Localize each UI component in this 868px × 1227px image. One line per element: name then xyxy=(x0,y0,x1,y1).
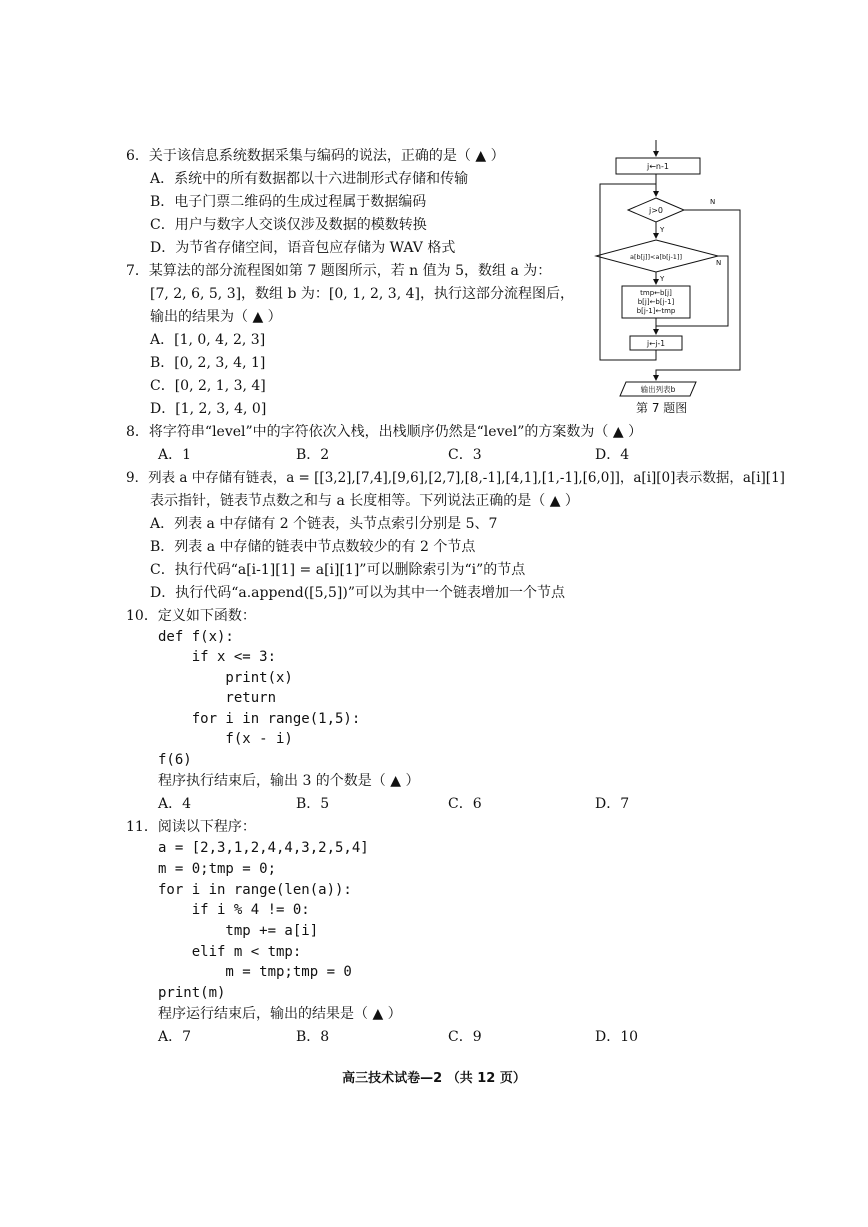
page-footer: 高三技术试卷—2 （共 12 页） xyxy=(342,1071,526,1086)
q7-flowchart xyxy=(592,138,752,428)
q7-option-d: D．[1, 2, 3, 4, 0] xyxy=(150,401,267,417)
q11-stem: 11．阅读以下程序： xyxy=(126,819,256,835)
q10-code-line-5: for i in range(1,5): xyxy=(158,711,361,727)
q9-option-d: D．执行代码“a.append([5,5])”可以为其中一个链表增加一个节点 xyxy=(150,585,565,601)
output-label: 输出列表b xyxy=(640,385,676,394)
q7-stem-line-3: 输出的结果为（ ▲ ） xyxy=(150,309,282,325)
q11-code-line-5: tmp += a[i] xyxy=(158,923,319,939)
q11-code-line-8: print(m) xyxy=(158,985,226,1001)
q11-option-a: A．7 xyxy=(158,1029,192,1045)
q10-code-line-2: if x <= 3: xyxy=(158,649,277,665)
cond2-no: N xyxy=(716,259,722,267)
q7-stem-line-1: 7．某算法的部分流程图如第 7 题图所示，若 n 值为 5，数组 a 为： xyxy=(126,263,552,279)
q11-code-line-4: if i % 4 != 0: xyxy=(158,902,310,918)
q10-option-d: D．7 xyxy=(595,796,630,812)
cond2-yes: Y xyxy=(660,275,665,283)
q9-option-b: B．列表 a 中存储的链表中节点数较少的有 2 个节点 xyxy=(150,539,476,555)
q9-stem-line-2: 表示指针，链表节点数之和与 a 长度相等。下列说法正确的是（ ▲ ） xyxy=(150,493,579,509)
q8-option-b: B．2 xyxy=(296,447,330,463)
q11-code-line-3: for i in range(len(a)): xyxy=(158,882,352,898)
q7-figure-caption: 第 7 题图 xyxy=(636,401,688,415)
q11-option-d: D．10 xyxy=(595,1029,639,1045)
q10-code-line-6: f(x - i) xyxy=(158,731,293,747)
cond1-no: N xyxy=(710,198,716,206)
q6-option-a: A．系统中的所有数据都以十六进制形式存储和传输 xyxy=(150,171,469,187)
cond2-label: a[b[j]]<a[b[j-1]] xyxy=(629,253,683,261)
q9-stem-line-1: 9．列表 a 中存储有链表，a = [[3,2],[7,4],[9,6],[2,7],[8,-1],[4,1],[1,-1],[6,0]]，a[i][0]表示数据，a[i][1] xyxy=(126,470,785,486)
q7-option-a: A．[1, 0, 4, 2, 3] xyxy=(150,332,266,348)
dec-label: j←j-1 xyxy=(647,339,665,348)
q11-code-line-1: a = [2,3,1,2,4,4,3,2,5,4] xyxy=(158,840,369,856)
q11-question: 程序运行结束后，输出的结果是（ ▲ ） xyxy=(158,1006,402,1022)
swap-line-1: tmp←b[j] xyxy=(640,289,672,297)
q7-option-b: B．[0, 2, 3, 4, 1] xyxy=(150,355,266,371)
q9-option-a: A．列表 a 中存储有 2 个链表，头节点索引分别是 5、7 xyxy=(150,516,498,532)
q8-option-c: C．3 xyxy=(448,447,482,463)
q11-code-line-7: m = tmp;tmp = 0 xyxy=(158,964,352,980)
q10-option-b: B．5 xyxy=(296,796,330,812)
q6-stem: 6．关于该信息系统数据采集与编码的说法，正确的是（ ▲ ） xyxy=(126,148,505,164)
q10-option-c: C．6 xyxy=(448,796,482,812)
q6-option-c: C．用户与数字人交谈仅涉及数据的模数转换 xyxy=(150,217,427,233)
swap-line-2: b[j]←b[j-1] xyxy=(637,298,675,306)
q6-option-b: B．电子门票二维码的生成过程属于数据编码 xyxy=(150,194,427,210)
q8-stem: 8．将字符串“level”中的字符依次入栈，出栈顺序仍然是“level”的方案数为（ ▲ ） xyxy=(126,424,643,440)
q11-option-c: C．9 xyxy=(448,1029,482,1045)
q6-option-d: D．为节省存储空间，语音包应存储为 WAV 格式 xyxy=(150,240,456,256)
cond1-yes: Y xyxy=(660,226,665,234)
q10-code-line-7: f(6) xyxy=(158,752,192,768)
cond1-label: j>0 xyxy=(648,206,664,215)
q8-option-a: A．1 xyxy=(158,447,192,463)
q7-stem-line-2: [7, 2, 6, 5, 3]，数组 b 为：[0, 1, 2, 3, 4]，执行这部分流程图后， xyxy=(150,286,574,302)
q11-option-b: B．8 xyxy=(296,1029,330,1045)
q11-code-line-2: m = 0;tmp = 0; xyxy=(158,861,277,877)
q10-code-line-4: return xyxy=(158,690,277,706)
q9-option-c: C．执行代码“a[i-1][1] = a[i][1]”可以删除索引为“i”的节点 xyxy=(150,562,526,578)
q10-code-line-3: print(x) xyxy=(158,670,293,686)
q10-stem: 10．定义如下函数： xyxy=(126,608,256,624)
init-label: j←n-1 xyxy=(647,162,669,171)
q7-option-c: C．[0, 2, 1, 3, 4] xyxy=(150,378,266,394)
q10-code-line-1: def f(x): xyxy=(158,629,234,645)
swap-line-3: b[j-1]←tmp xyxy=(636,307,676,315)
q10-option-a: A．4 xyxy=(158,796,192,812)
q11-code-line-6: elif m < tmp: xyxy=(158,944,302,960)
q8-option-d: D．4 xyxy=(595,447,630,463)
q10-question: 程序执行结束后，输出 3 的个数是（ ▲ ） xyxy=(158,773,420,789)
